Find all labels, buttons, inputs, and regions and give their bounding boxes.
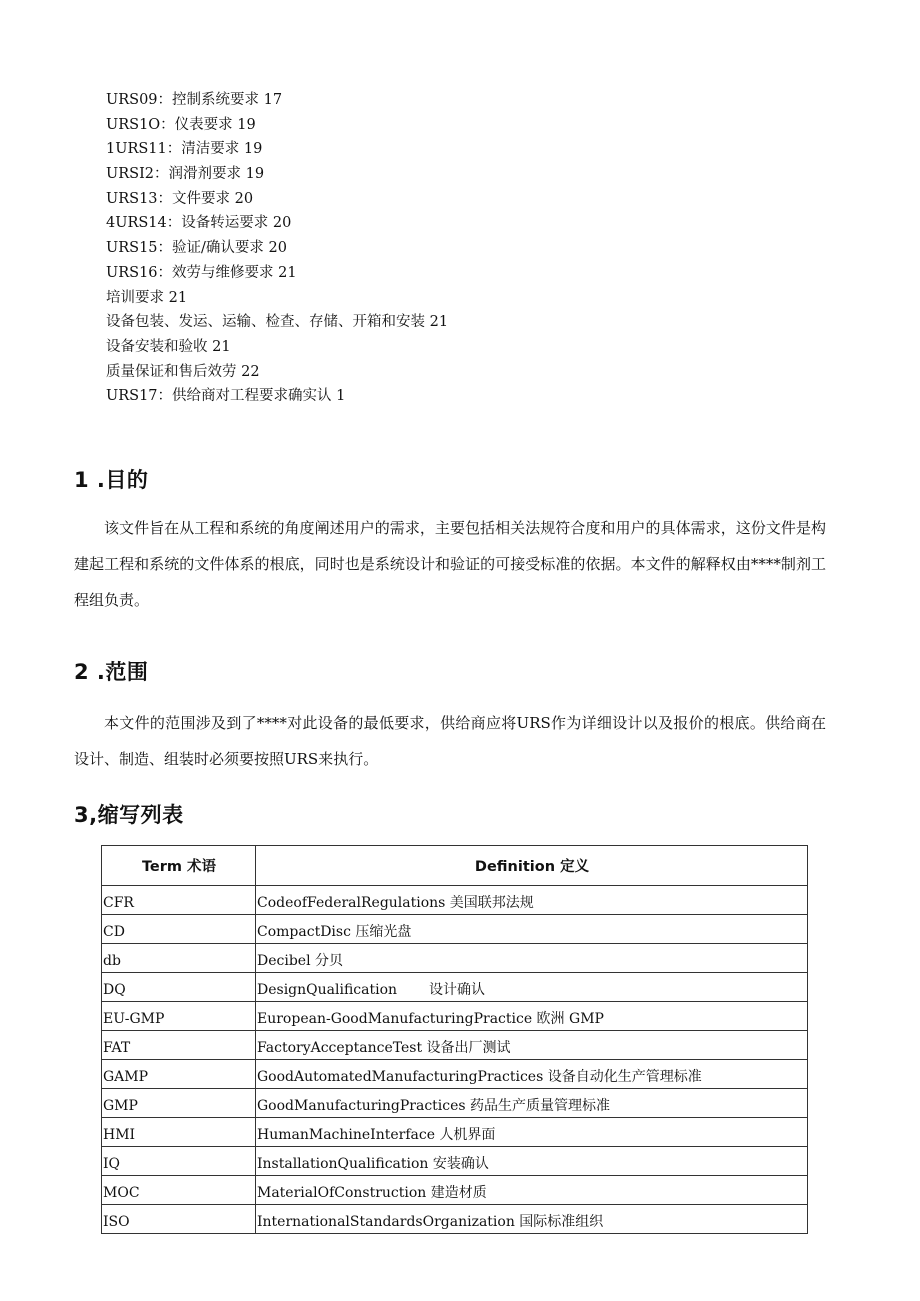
- column-header-term: Term 术语: [102, 846, 256, 886]
- toc-entry: URS17：供给商对工程要求确实认 1: [106, 388, 346, 405]
- definition-cell: HumanMachineInterface 人机界面: [256, 1118, 808, 1147]
- toc-entry: URS16：效劳与维修要求 21: [106, 264, 297, 281]
- definition-cell: European-GoodManufacturingPractice 欧洲 GMP: [256, 1002, 808, 1031]
- section-heading-scope: 2 .范围: [74, 660, 149, 684]
- term-cell: EU-GMP: [102, 1002, 256, 1031]
- table-row: [102, 915, 808, 944]
- table-row: [102, 973, 808, 1002]
- term-cell: GMP: [102, 1089, 256, 1118]
- toc-entry: 质量保证和售后效劳 22: [106, 363, 260, 380]
- term-cell: CD: [102, 915, 256, 944]
- term-cell: IQ: [102, 1147, 256, 1176]
- column-header-definition: Definition 定义: [256, 846, 808, 886]
- scope-paragraph: 本文件的范围涉及到了****对此设备的最低要求，供给商应将URS作为详细设计以及报价的根底。供给商在设计、制造、组装时必须要按照URS来执行。: [74, 714, 826, 768]
- term-cell: HMI: [102, 1118, 256, 1147]
- toc-entry: 4URS14：设备转运要求 20: [106, 215, 292, 232]
- table-row: [102, 1118, 808, 1147]
- toc-entry: 设备安装和验收 21: [106, 338, 231, 355]
- table-row: [102, 886, 808, 915]
- definition-cell: GoodAutomatedManufacturingPractices 设备自动化生产管理标准: [256, 1060, 808, 1089]
- term-cell: GAMP: [102, 1060, 256, 1089]
- term-cell: ISO: [102, 1205, 256, 1234]
- toc-entry: URS09：控制系统要求 17: [106, 92, 283, 108]
- toc-entry: URS15：验证/确认要求 20: [106, 240, 287, 257]
- definition-english: DesignQualification: [257, 982, 398, 998]
- definition-cell: FactoryAcceptanceTest 设备出厂测试: [256, 1031, 808, 1060]
- term-cell: DQ: [102, 973, 256, 1002]
- definition-cell: GoodManufacturingPractices 药品生产质量管理标准: [256, 1089, 808, 1118]
- toc-entry: URS1O：仪表要求 19: [106, 116, 256, 133]
- term-cell: db: [102, 944, 256, 973]
- section-heading-abbreviations: 3,缩写列表: [74, 803, 184, 827]
- purpose-paragraph: 该文件旨在从工程和系统的角度阐述用户的需求，主要包括相关法规符合度和用户的具体需求，这份文件是构建起工程和系统的文件体系的根底，同时也是系统设计和验证的可接受标准的依据。本文件的解释权由****制剂工程组负责。: [74, 519, 826, 609]
- definition-cell: CodeofFederalRegulations 美国联邦法规: [256, 886, 808, 915]
- term-cell: FAT: [102, 1031, 256, 1060]
- definition-cell: InstallationQualification 安装确认: [256, 1147, 808, 1176]
- section-heading-purpose: 1 .目的: [74, 468, 149, 492]
- definition-cell: InternationalStandardsOrganization 国际标准组织: [256, 1205, 808, 1234]
- toc-entry: 培训要求 21: [106, 289, 188, 306]
- table-row: [102, 1089, 808, 1118]
- toc-entry: 1URS11：清洁要求 19: [106, 141, 263, 158]
- definition-chinese: 设计确认: [429, 982, 486, 998]
- table-header-row: [102, 846, 808, 886]
- table-of-contents: [106, 88, 448, 409]
- term-cell: MOC: [102, 1176, 256, 1205]
- definition-cell: MaterialOfConstruction 建造材质: [256, 1176, 808, 1205]
- table-row: [102, 1031, 808, 1060]
- abbreviation-table: [101, 845, 808, 1234]
- toc-entry: 设备包装、发运、运输、检查、存储、开箱和安装 21: [106, 314, 449, 331]
- table-row: [102, 944, 808, 973]
- table-row: [102, 1147, 808, 1176]
- toc-entry: URS13：文件要求 20: [106, 190, 254, 207]
- definition-cell: CompactDisc 压缩光盘: [256, 915, 808, 944]
- definition-cell: Decibel 分贝: [256, 944, 808, 973]
- table-row: [102, 1060, 808, 1089]
- toc-entry: URSI2：润滑剂要求 19: [106, 166, 265, 183]
- term-cell: CFR: [102, 886, 256, 915]
- table-row: [102, 1002, 808, 1031]
- table-row: [102, 1205, 808, 1234]
- definition-cell: [256, 973, 808, 1002]
- table-row: [102, 1176, 808, 1205]
